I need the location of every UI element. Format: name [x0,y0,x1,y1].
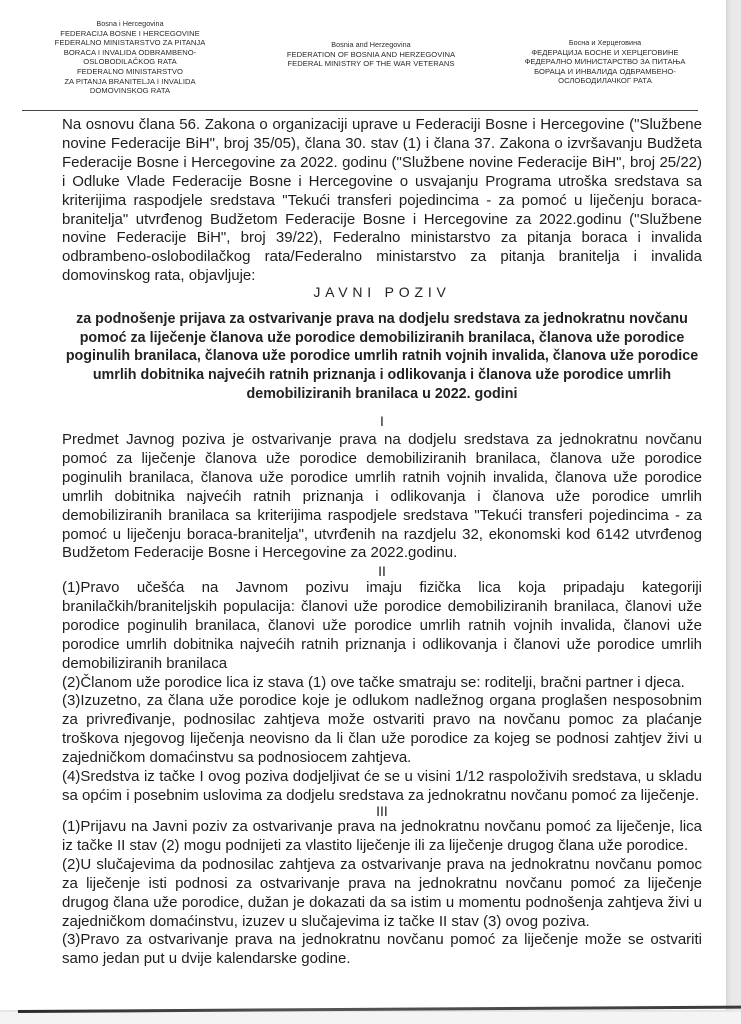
section-i [62,431,702,563]
header-bosnian-latin [30,19,230,96]
scanner-background [0,1012,741,1024]
header-line: BORACA I INVALIDA ODBRAMBENO- [63,47,197,57]
header-line: FEDERAL MINISTRY OF THE WAR VETERANS [287,59,455,69]
section-paragraph: (4)Sredstva iz tačke I ovog poziva dodjeljivat će se u visini 1/12 raspoloživih sredstava, u skladu sa općim i posebnim uslovima za dodjelu sredstava za jednokratnu novčanu pomoć za liječenje. [62,768,702,804]
header-country-name: Bosna i Hercegovina [96,19,164,28]
header-line: FEDERALNO MINISTARSTVO [76,66,184,76]
header-line: БОРАЦА И ИНВАЛИДА ОДБРАМБЕНО- [534,66,676,76]
header-line: DOMOVINSKOG RATA [89,86,171,96]
section-paragraph: (1)Prijavu na Javni poziv za ostvarivanje prava na jednokratnu novčanu pomoć za liječenje, lica iz tačke II stav (2) mogu podnijeti za vlastito liječenje ili za liječenje drugog člana uže porodice. [62,818,702,854]
section-paragraph: (3)Pravo za ostvarivanje prava na jednokratnu novčanu pomoć za liječenje može se ostvariti samo jedan put u dvije kalendarske godine. [62,931,702,968]
section-number-i: I [380,413,384,429]
header-line: FEDERACIJA BOSNE I HERCEGOVINE [60,28,200,38]
intro-text: Na osnovu člana 56. Zakona o organizaciji uprave u Federaciji Bosne i Hercegovine ("Službene novine Federacije BiH", broj 35/05), člana 30. stav (1) i člana 37. Zakona o izvršavanju Budžeta Federacije Bosne i Hercegovine za 2022. godinu ("Službene novine Federacije BiH", broj 25/22) i Odluke Vlade Federacije Bosne i Hercegovine o usvajanju Programa utroška sredstava sa kriterijima raspodjele sredstava "Tekući transferi pojedincima - za pomoć u liječenju boraca-branitelja" utvrđenog Budžetom Federacije Bosne i Hercegovine za 2022.godinu ("Službene novine Federacije BiH", broj 39/22), Federalno ministarstvo za pitanja boraca i invalida odbrambeno-oslobodilačkog rata/Federalno ministarstvo za pitanja branitelja i invalida domovinskog rata, objavljuje: [62,116,702,285]
document-title: JAVNI POZIV [313,284,451,300]
header-line: ZA PITANJA BRANITELJA I INVALIDA [64,76,196,86]
section-number-iii: III [376,803,388,819]
header-line: ОСЛОБОДИЛАЧКОГ РАТА [558,76,652,86]
section-paragraph: (2)Članom uže porodice lica iz stava (1) ove tačke smatraju se: roditelji, bračni partner i djeca. [62,673,685,691]
header-country-name: Bosnia and Herzegovina [331,40,411,49]
section-iii [62,818,702,969]
header-line: ФЕДЕРАЦИЈА БОСНЕ И ХЕРЦЕГОВИНЕ [531,47,679,57]
section-paragraph: (2)U slučajevima da podnosilac zahtjeva za ostvarivanje prava na jednokratnu novčanu pomoc za liječenje isti podnosi za ostvarivanje prava na jednokratnu novčanu pomoć za liječenje drugog člana uže porodice, dužan je dokazati da sa istim u momentu podnošenja zahtjeva živi u zajedničkom domaćinstvu, izuzev u slučajevima iz tačke II stav (3) ovog poziva. [62,855,702,930]
header-line: OSLOBODILAČKOG RATA [83,57,177,67]
header-line: FEDERATION OF BOSNIA AND HERZEGOVINA [286,49,456,59]
section-ii [62,579,702,806]
section-paragraph: (3)Izuzetno, za člana uže porodice koje je odlukom nadležnog organa proglašen nesposobnim za privređivanje, podnosilac zahtjeva može ostvariti pravo na novčanu pomoc za plaćanje troškova njegovog liječenja neovisno da li član uže porodice za kojeg se podnosi zahtjev živi u zajedničkom domaćinstvu sa podnosiocem zahtjeva. [62,692,702,767]
section-paragraph: Predmet Javnog poziva je ostvarivanje prava na dodjelu sredstava za jednokratnu novčanu pomoć za liječenje članova uže porodice demobiliziranih branilaca, članova uže porodice poginulih branilaca, članova uže porodice umrlih ratnih vojnih invalida, članova uže porodice umrlih dobitnika najvećih ratnih priznanja i odlikovanja i članova uže porodice umrlih demobiliziranih branilaca sa kriterijima raspodjele sredstava "Tekući transferi pojedincima - za pomoć u liječenju boraca-branitelja", utvrđenih na razdjelu 32, ekonomski kod 6142 utvrđenog Budžetom Federacije Bosne i Hercegovine za 2022.godinu. [62,431,702,562]
header-line: FEDERALNO MINISTARSTVO ZA PITANJA [54,38,206,48]
header-line: ФЕДЕРАЛНО МИНИСТАРСТВО ЗА ПИТАЊА [524,57,686,67]
header-serbian-cyrillic [500,38,710,86]
section-number-ii: II [378,563,386,579]
header-divider [22,110,698,111]
intro-paragraph [62,116,702,286]
header-country-name: Босна и Херцеговина [568,38,642,47]
section-paragraph: (1)Pravo učešća na Javnom pozivu imaju fizička lica koja pripadaju kategoriji branilačkih/braniteljskih populacija: članovi uže porodice demobiliziranih branilaca, članovi uže porodice poginulih branilaca, članovi uže porodice umrlih ratnih vojnih invalida, članovi uže porodice umrlih dobitnika najvećih ratnih priznanja i odlikovanja i članovi uže porodice umrlih demobiliziranih branilaca [62,579,702,672]
header-english [262,40,480,69]
document-subtitle: za podnošenje prijava za ostvarivanje prava na dodjelu sredstava za jednokratnu novčanu pomoć za liječenje članova uže porodice demobiliziranih branilaca, članova uže porodice poginulih branilaca, članova uže porodice umrlih ratnih vojnih invalida, članova uže porodice umrlih dobitnika najvećih ratnih priznanja i odlikovanja i članova uže porodice umrlih demobiliziranih branilaca u 2022. godini [65,311,699,402]
